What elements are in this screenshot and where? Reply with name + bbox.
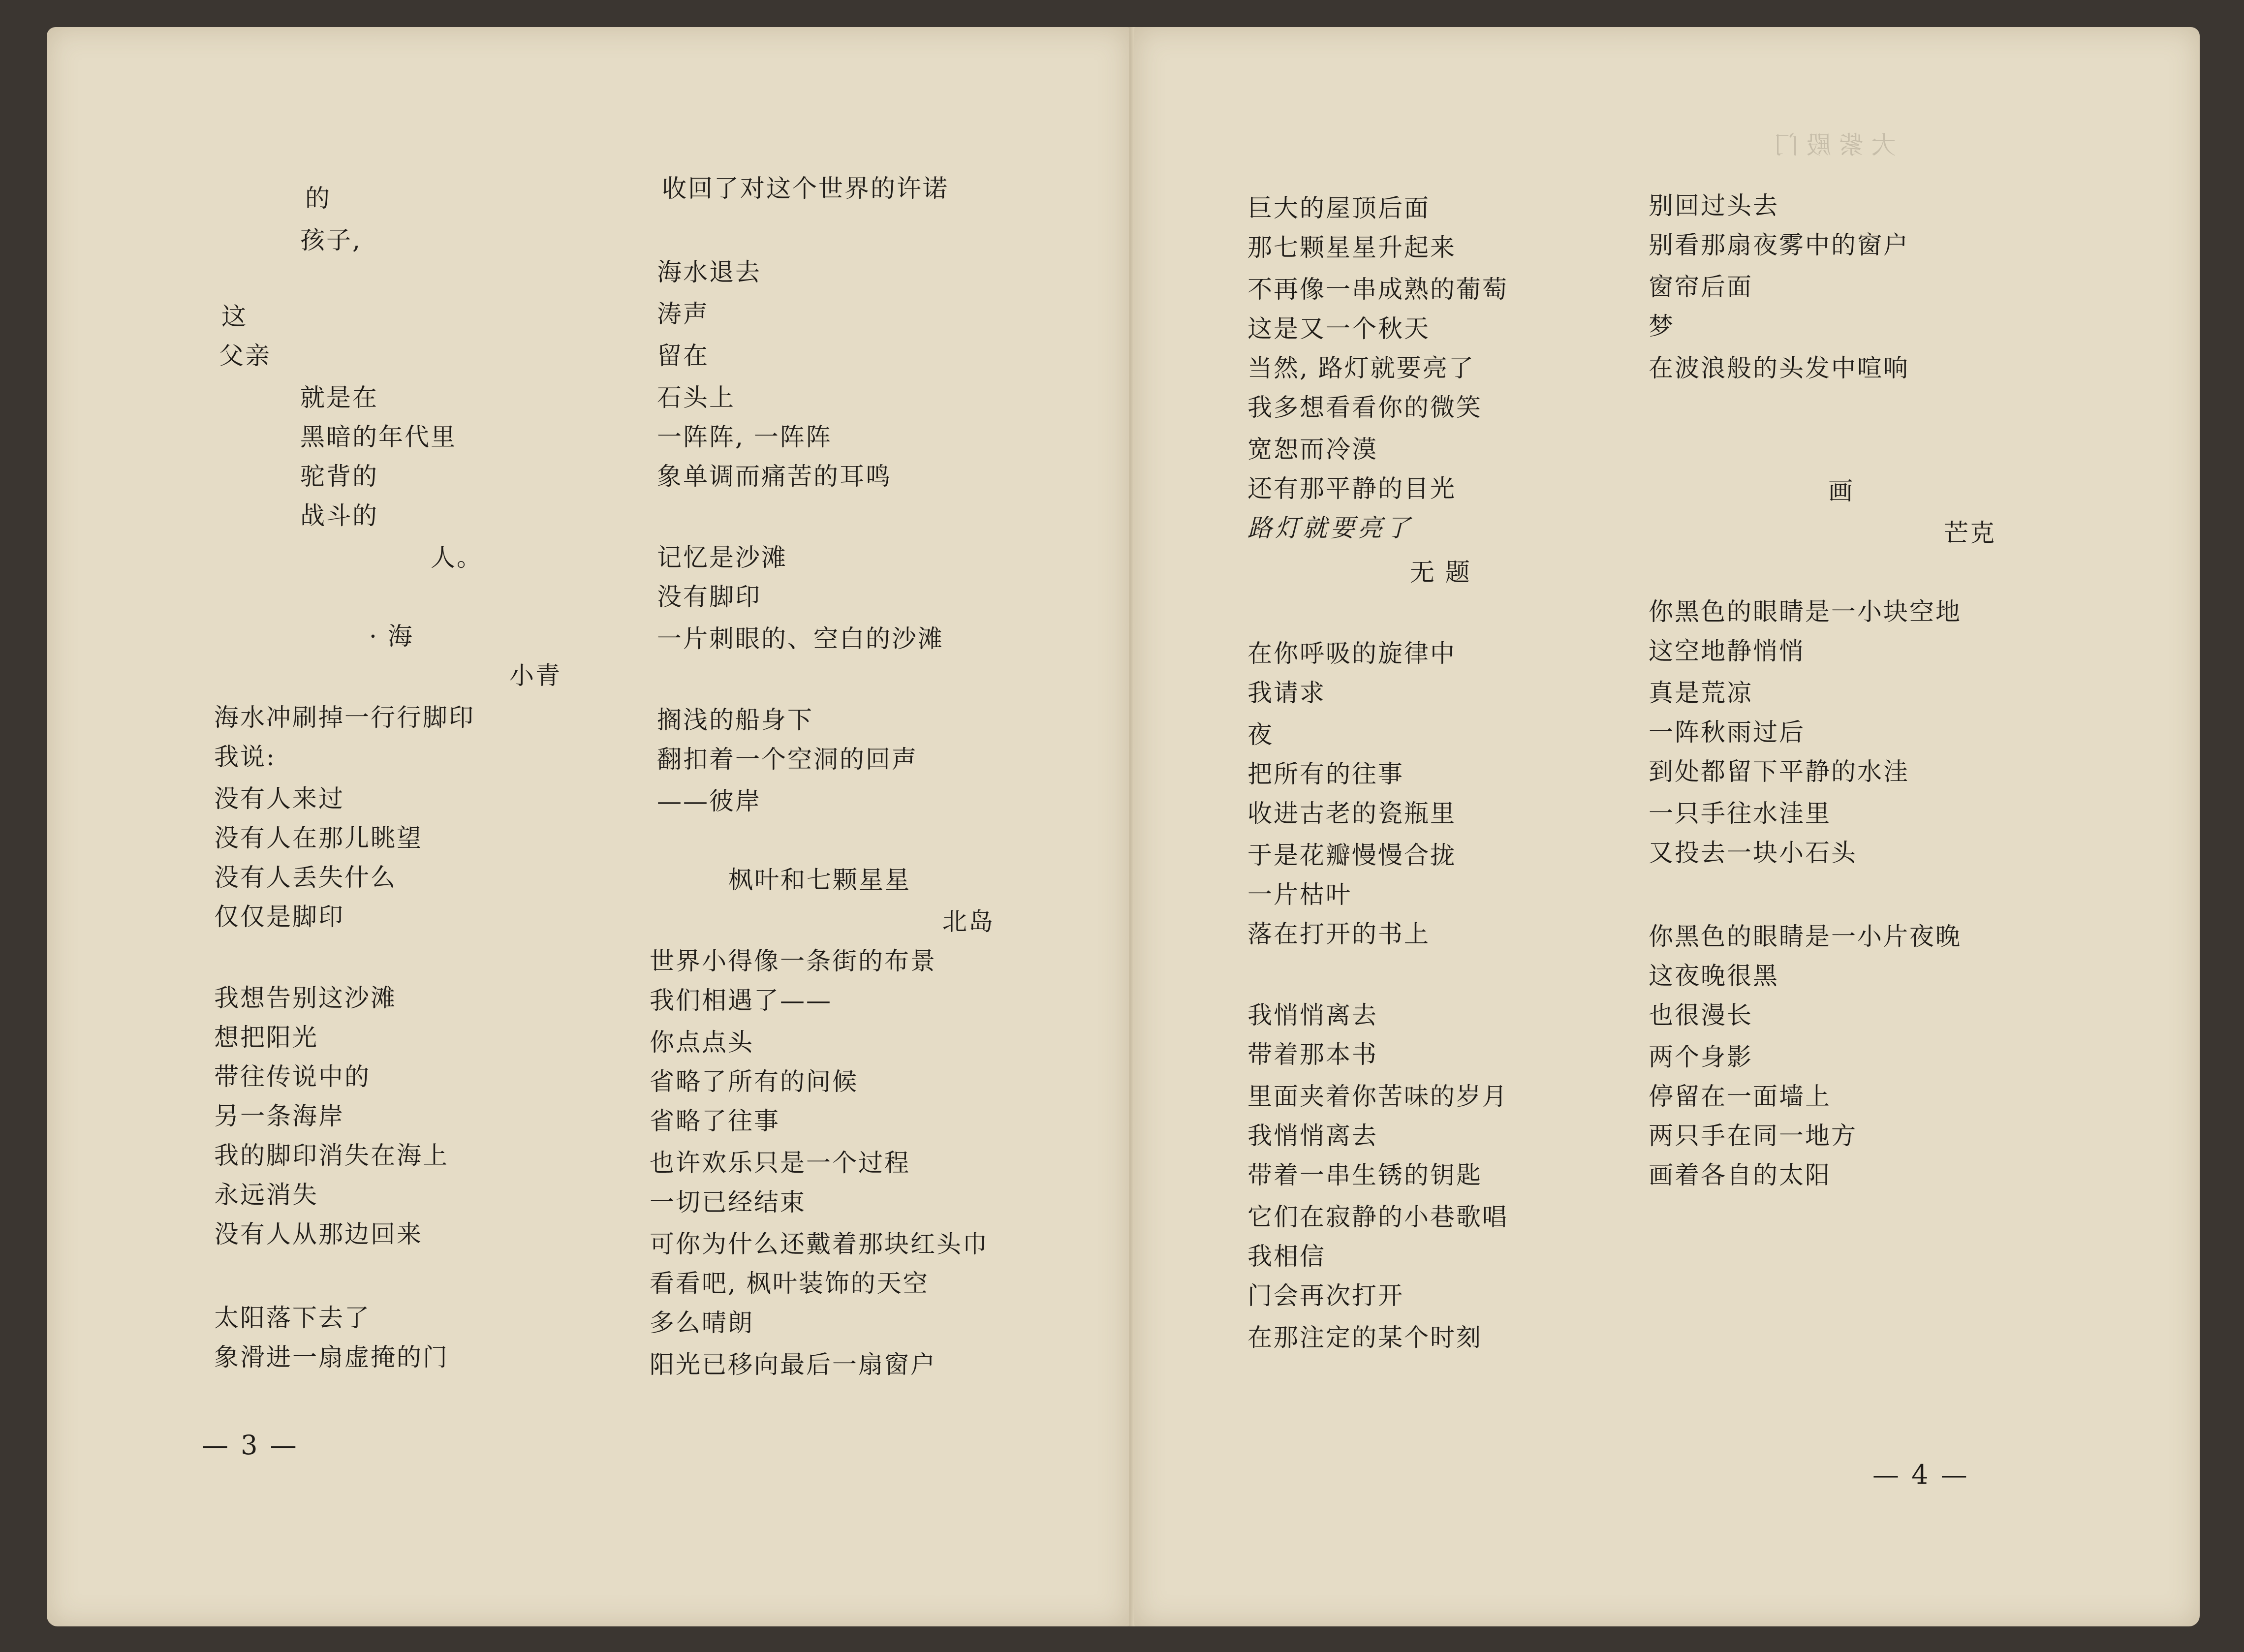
poem-line: 梦 [1649,312,1675,341]
poem-line: 你黑色的眼睛是一小块空地 [1649,597,1962,626]
poem-line: 还有那平静的目光 [1247,474,1456,503]
poem-line: 收进古老的瓷瓶里 [1247,799,1456,828]
poem-line: 没有人从那边回来 [214,1220,423,1248]
poem-line: 到处都留下平静的水洼 [1649,757,1909,786]
poem-line: 留在 [657,342,709,370]
poem-line: 路灯就要亮了 [1247,514,1413,542]
poem-line: 太阳落下去了 [214,1304,371,1332]
poem-line: 窗帘后面 [1649,273,1753,301]
poem-line: 没有人在那儿眺望 [214,824,423,852]
poem-line: 也许欢乐只是一个过程 [650,1149,910,1177]
poem-line: 无 题 [1410,558,1471,587]
poem-line: 你点点头 [650,1028,754,1057]
poem-line: 枫叶和七颗星星 [728,866,911,894]
poem-line: 省略了往事 [650,1107,780,1135]
poem-line: 在那注定的某个时刻 [1247,1323,1482,1352]
poem-line: 可你为什么还戴着那块红头巾 [650,1230,989,1258]
poem-line: 看看吧, 枫叶装饰的天空 [650,1269,929,1298]
poem-line: 落在打开的书上 [1247,920,1430,948]
poem-line: 带着那本书 [1247,1040,1378,1069]
poem-line: 没有脚印 [657,583,761,611]
left-page [47,27,1129,1626]
poem-line: 我们相遇了—— [650,986,832,1015]
poem-line: 海水退去 [657,258,761,286]
poem-line: 那七颗星星升起来 [1247,233,1456,262]
poem-line: 把所有的往事 [1247,760,1404,788]
right-page [1134,27,2200,1626]
poem-line: 我想告别这沙滩 [214,984,397,1012]
poem-line: · 海 [369,622,414,651]
poem-line: 在波浪般的头发中喧响 [1649,354,1909,382]
poem-line: 又投去一块小石头 [1649,839,1857,867]
poem-line: 一只手往水洼里 [1649,799,1831,828]
poem-line: 我悄悄离去 [1247,1001,1378,1029]
poem-line: 海水冲刷掉一行行脚印 [214,703,475,732]
poem-line: 别回过头去 [1649,191,1779,220]
bleed-through-text: 大 紫 殿 门 [1774,131,1896,159]
poem-line: 永远消失 [214,1181,318,1209]
poem-line: 两个身影 [1649,1043,1753,1071]
poem-line: 夜 [1247,720,1274,749]
poem-line: 省略了所有的问候 [650,1067,858,1096]
poem-line: 带往传说中的 [214,1062,371,1091]
poem-line: 里面夹着你苦味的岁月 [1247,1082,1508,1111]
poem-line: 驼背的 [300,462,378,491]
poem-line: 收回了对这个世界的许诺 [662,174,949,203]
poem-line: 记忆是沙滩 [657,543,787,572]
poem-line: 孩子, [300,226,362,254]
poem-line: 多么晴朗 [650,1309,754,1337]
poem-line: 这夜晚很黑 [1649,962,1779,990]
poem-line: 我相信 [1247,1242,1326,1271]
poem-line: 也很漫长 [1649,1001,1753,1029]
poem-line: 石头上 [657,383,735,412]
poem-line: 一阵阵, 一阵阵 [657,423,832,451]
poem-line: 这 [221,302,248,331]
poem-line: 我多想看看你的微笑 [1247,393,1482,422]
poem-line: 象单调而痛苦的耳鸣 [657,462,892,491]
poem-line: 世界小得像一条街的布景 [650,947,936,975]
poem-line: 搁浅的船身下 [657,706,813,734]
poem-line: 翻扣着一个空洞的回声 [657,745,918,774]
poem-line: 这空地静悄悄 [1649,637,1805,665]
poem-line: 画 [1828,477,1854,505]
poem-line: 我的脚印消失在海上 [214,1141,449,1170]
poem-line: 人。 [431,543,483,572]
poem-line: 一阵秋雨过后 [1649,718,1805,747]
poem-line: 我说: [214,743,276,771]
poem-line: 父亲 [219,342,271,370]
poem-line: 象滑进一扇虚掩的门 [214,1343,449,1371]
poem-line: 小青 [509,661,561,690]
poem-line: 就是在 [300,383,378,412]
right-page-column-2 [1134,27,2200,1626]
poem-line: 它们在寂静的小巷歌唱 [1247,1203,1508,1231]
poem-line: 一切已经结束 [650,1188,806,1216]
poem-line: 于是花瓣慢慢合拢 [1247,841,1456,870]
poem-line: 没有人丢失什么 [214,863,397,892]
poem-line: 宽恕而冷漠 [1247,435,1378,464]
poem-line: 的 [305,184,331,213]
poem-line: 真是荒凉 [1649,679,1753,707]
poem-line: 涛声 [657,300,709,328]
poem-line: ——彼岸 [657,787,761,815]
poem-line: 两只手在同一地方 [1649,1122,1857,1150]
poem-line: 想把阳光 [214,1023,318,1052]
page-number-right: — 4 — [1872,1459,1969,1490]
left-page-column-2 [47,27,1129,1626]
page-number-left: — 3 — [202,1430,299,1461]
poem-line: 巨大的屋顶后面 [1247,194,1430,222]
poem-line: 我悄悄离去 [1247,1122,1378,1150]
poem-line: 另一条海岸 [214,1102,344,1130]
poem-line: 门会再次打开 [1247,1281,1404,1310]
poem-line: 在你呼吸的旋律中 [1247,639,1456,668]
poem-line: 芒克 [1944,519,1996,547]
poem-line: 黑暗的年代里 [300,423,457,451]
poem-line: 不再像一串成熟的葡萄 [1247,275,1508,304]
poem-line: 当然, 路灯就要亮了 [1247,354,1475,382]
poem-line: 没有人来过 [214,784,344,813]
poem-line: 北岛 [942,907,995,936]
poem-line: 带着一串生锈的钥匙 [1247,1161,1482,1189]
poem-line: 画着各自的太阳 [1649,1161,1831,1189]
poem-line: 战斗的 [300,501,378,530]
poem-line: 你黑色的眼睛是一小片夜晚 [1649,922,1962,951]
poem-line: 这是又一个秋天 [1247,314,1430,343]
poem-line: 我请求 [1247,679,1326,707]
poem-line: 别看那扇夜雾中的窗户 [1649,231,1909,259]
poem-line: 一片枯叶 [1247,880,1352,909]
poem-line: 停留在一面墙上 [1649,1082,1831,1111]
poem-line: 仅仅是脚印 [214,903,344,931]
poem-line: 阳光已移向最后一扇窗户 [650,1350,936,1379]
poem-line: 一片刺眼的、空白的沙滩 [657,624,944,653]
